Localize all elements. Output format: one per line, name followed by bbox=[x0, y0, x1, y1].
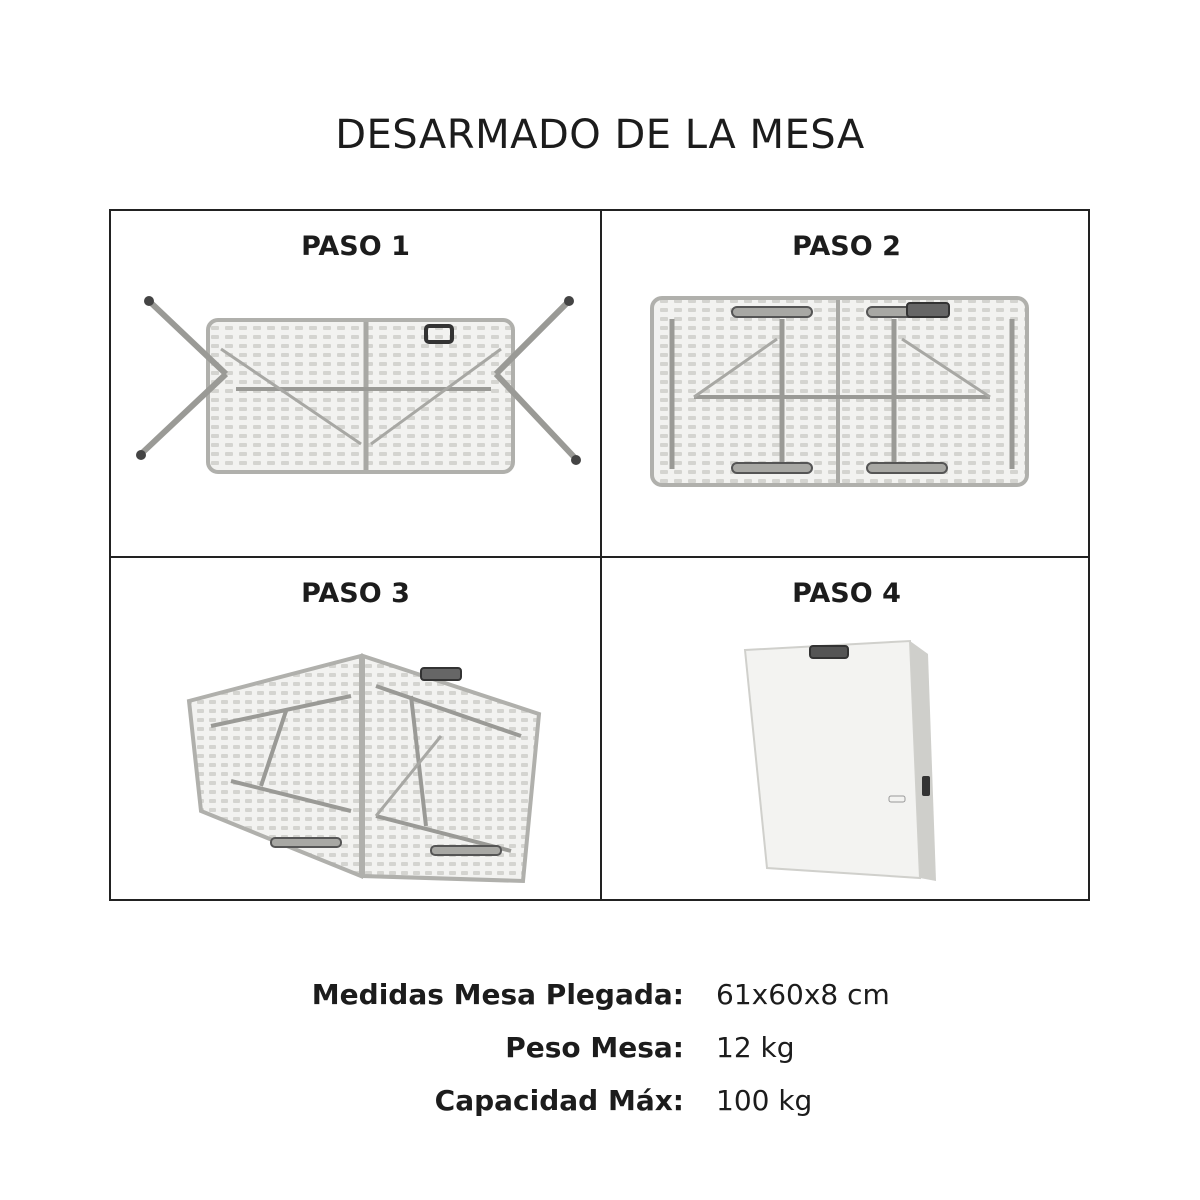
spec-label-folded-size: Medidas Mesa Plegada: bbox=[311, 978, 684, 1011]
step-4-panel bbox=[602, 558, 1091, 903]
spec-value-weight: 12 kg bbox=[716, 1031, 795, 1064]
step-1-table-legs-open-image bbox=[111, 279, 600, 556]
spec-value-folded-size: 61x60x8 cm bbox=[716, 978, 890, 1011]
steps-grid bbox=[109, 209, 1090, 901]
spec-row-capacity bbox=[0, 1084, 1200, 1128]
step-3-label: PASO 3 bbox=[301, 578, 410, 609]
step-2-table-legs-folded-image bbox=[602, 279, 1091, 556]
step-1-panel bbox=[111, 211, 600, 556]
step-3-table-half-folded-image bbox=[111, 626, 600, 903]
spec-row-folded-size bbox=[0, 978, 1200, 1022]
step-1-label: PASO 1 bbox=[301, 231, 410, 262]
spec-label-weight: Peso Mesa: bbox=[505, 1031, 684, 1064]
spec-label-capacity: Capacidad Máx: bbox=[434, 1084, 684, 1117]
step-3-panel bbox=[111, 558, 600, 903]
step-4-label: PASO 4 bbox=[792, 578, 901, 609]
step-4-table-folded-closed-image bbox=[602, 626, 1091, 903]
page-title: DESARMADO DE LA MESA bbox=[335, 112, 865, 158]
step-2-panel bbox=[602, 211, 1091, 556]
spec-value-capacity: 100 kg bbox=[716, 1084, 813, 1117]
step-2-label: PASO 2 bbox=[792, 231, 901, 262]
spec-row-weight bbox=[0, 1031, 1200, 1075]
